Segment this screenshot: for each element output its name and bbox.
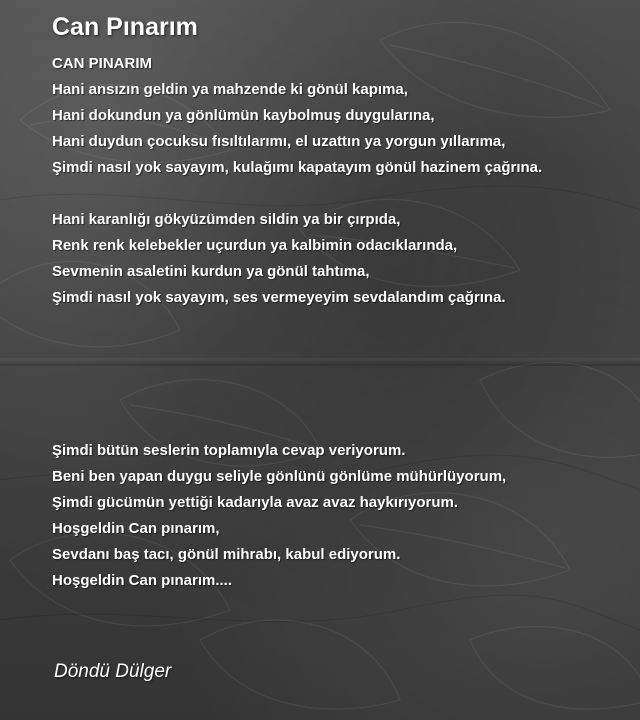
- poem-stanza-2: [52, 207, 506, 311]
- poem-line: Hoşgeldin Can pınarım,: [52, 520, 220, 537]
- poem-line: Hoşgeldin Can pınarım....: [52, 572, 233, 589]
- poem-line: Renk renk kelebekler uçurdun ya kalbimin odacıklarında,: [52, 237, 458, 254]
- poem-line: Sevdanı baş tacı, gönül mihrabı, kabul ediyorum.: [52, 546, 401, 563]
- poem-line: Şimdi gücümün yettiği kadarıyla avaz avaz haykırıyorum.: [52, 494, 458, 511]
- poem-line: Şimdi nasıl yok sayayım, ses vermeyeyim sevdalandım çağrına.: [52, 289, 506, 306]
- poem-line: Şimdi nasıl yok sayayım, kulağımı kapatayım gönül hazinem çağrına.: [52, 159, 543, 176]
- divider-band: [0, 358, 640, 366]
- poem-stanza-3: [52, 438, 506, 594]
- poem-line: Beni ben yapan duygu seliyle gönlünü gönlüme mühürlüyorum,: [52, 468, 507, 485]
- poem-line: Şimdi bütün seslerin toplamıyla cevap veriyorum.: [52, 442, 406, 459]
- poem-line: Sevmenin asaletini kurdun ya gönül tahtıma,: [52, 263, 370, 280]
- poem-heading: CAN PINARIM: [52, 55, 152, 72]
- poem-line: Hani ansızın geldin ya mahzende ki gönül kapıma,: [52, 81, 408, 98]
- poem-line: Hani dokundun ya gönlümün kaybolmuş duygularına,: [52, 107, 435, 124]
- poem-author: Döndü Dülger: [54, 661, 172, 682]
- poem-stanza-1: [52, 51, 542, 181]
- poem-line: Hani duydun çocuksu fısıltılarımı, el uzattın ya yorgun yıllarıma,: [52, 133, 506, 150]
- poem-line: Hani karanlığı gökyüzümden sildin ya bir çırpıda,: [52, 211, 401, 228]
- poem-title: Can Pınarım: [52, 13, 198, 41]
